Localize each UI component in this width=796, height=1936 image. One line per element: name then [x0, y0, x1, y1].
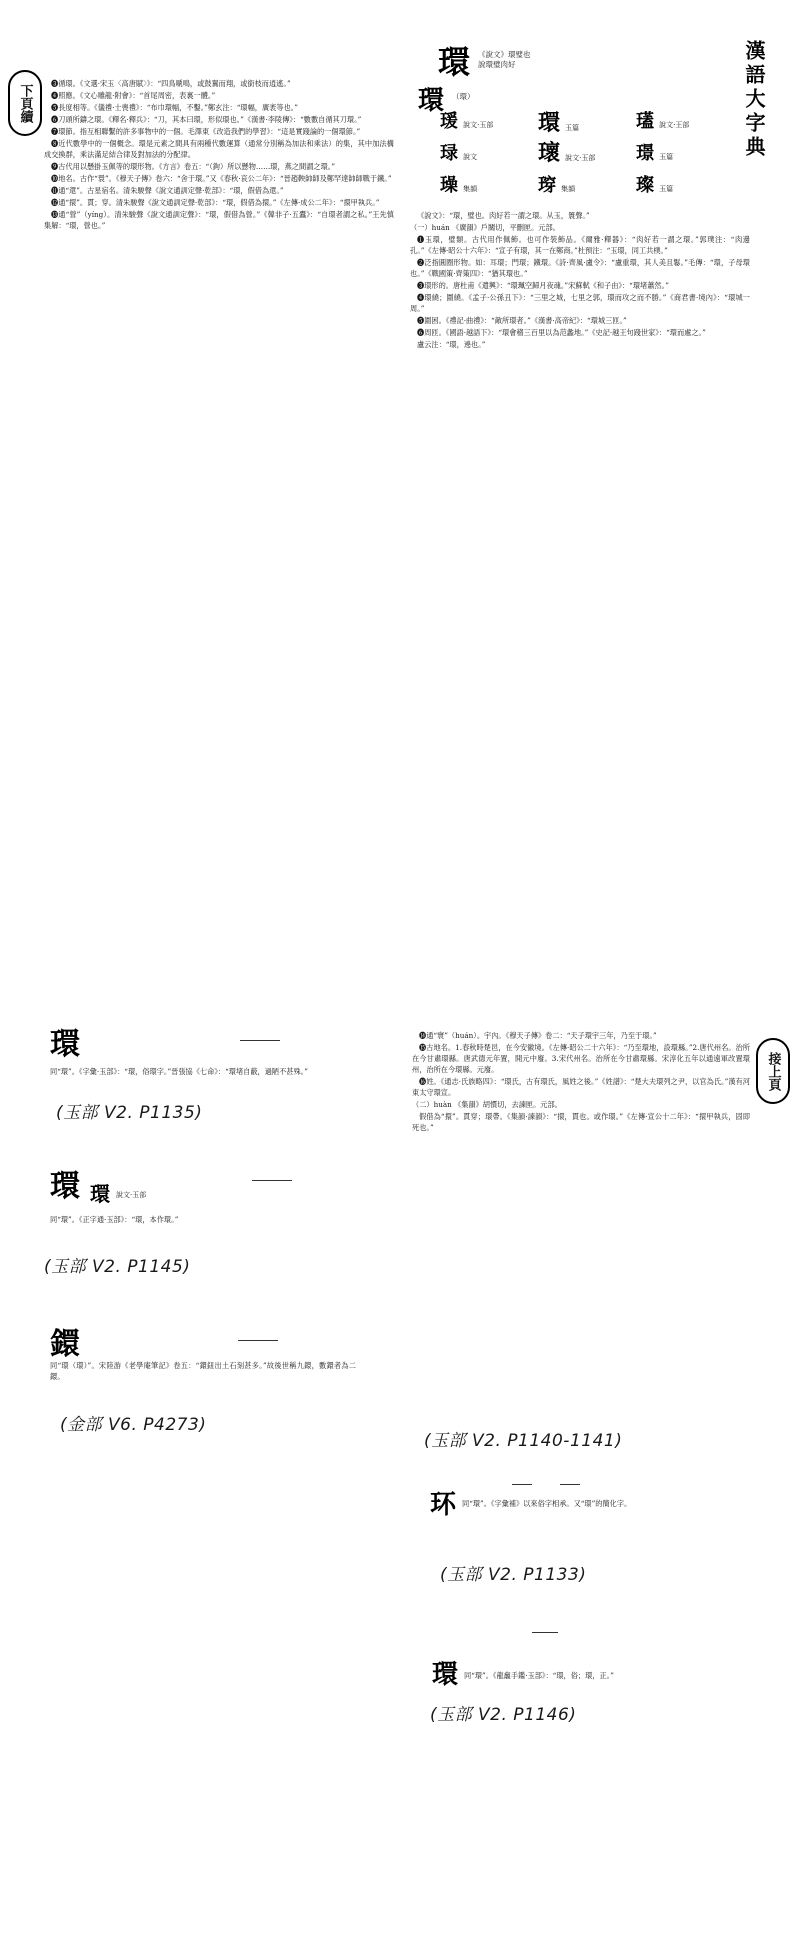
entry-headword: 環	[432, 1660, 459, 1690]
divider	[252, 1180, 292, 1181]
sense-paragraph: ⓭通“營”（yíng）。清朱駿聲《說文通訓定聲》：“環，假借為營。”《韓非子·五蠹》：“自環者謂之私。”王先慎集解：“環，營也。”	[44, 210, 394, 230]
sense-paragraph: ⓬通“擐”。貫；穿。清朱駿聲《說文通訓定聲·乾部》：“環，假借為擐。”《左傳·成公二年》：“擐甲執兵。”	[51, 198, 380, 207]
variant-form: 璨 玉篇	[636, 175, 674, 196]
sense-paragraph: ❹環繞；圍繞。《孟子·公孫丑下》：“三里之城，七里之郭，環而攻之而不勝。”《商君書·境內》：“環城一周。”	[410, 293, 750, 313]
variant-form: 琭 說文	[440, 143, 478, 164]
variant-form: 環 玉篇	[538, 110, 580, 136]
sense-paragraph: 假借為“擐”。貫穿；環帶。《集韻·諫韻》：“擐，貫也。或作環。”《左傳·宣公十二年》：“擐甲執兵，固即死也。”	[412, 1112, 750, 1132]
handwritten-citation: (玉部 V2. P1135)	[56, 1103, 203, 1123]
sense-paragraph: ❾古代用以懸掛玉佩等的環形物。《方言》卷五：“（鉤）所以懸物……環，燕之間謂之環。”	[51, 162, 336, 171]
entry-headword: 環	[50, 1169, 80, 1204]
sense-paragraph: ❹照應。《文心雕龍·附會》：“首尾周密，表裏一體。”	[51, 91, 216, 100]
sense-paragraph: ⓮通“寰”（huán）。宇內。《穆天子傳》卷二：“天子環宇三年，乃至于環。”	[419, 1031, 657, 1040]
entry-definition: 同“環”。《字彙補》以來俗字相承。又“環”的簡化字。	[462, 1499, 632, 1508]
handwritten-citation: (玉部 V2. P1146)	[430, 1705, 577, 1725]
sense-paragraph: ❶玉環，璧類。古代用作佩飾。也可作裝飾品。《爾雅·釋器》：“肉好若一謂之環。”郭璞注：“肉邊孔。”《左傳·昭公十六年》：“宣子有環，其一在鄭商。”杜預注：“玉環，同工共樸。”	[410, 235, 750, 255]
sense-paragraph: ❽近代數學中的一個概念。環是元素之間具有兩種代數運算（通常分別稱為加法和乘法）的集，其中加法構成交換群，乘法滿足結合律及對加法的分配律。	[44, 139, 394, 159]
divider	[532, 1632, 558, 1633]
sense-paragraph: ❺圍困。《禮記·曲禮》：“敵所環者。”《漢書·高帝紀》：“環城三匝。”	[417, 316, 627, 325]
handwritten-citation: (玉部 V2. P1145)	[44, 1257, 191, 1277]
entry-definition: 同“環”。《字彙·玉部》：“環，俗環字。”晉張協《七命》：“環堵自蔽，過陋不甚殊。”	[50, 1067, 308, 1076]
variant-header-label: （環）	[452, 92, 475, 101]
variant-form: 璟 玉篇	[636, 143, 674, 164]
sense-paragraph: ❻刀頭所鑄之環。《釋名·釋兵》：“刀，其本曰環，形似環也。”《漢書·李陵傳》：“數數自循其刀環。”	[51, 115, 362, 124]
sense-paragraph: ⓯古地名。1.春秋時楚邑，在今安徽境。《左傳·昭公二十六年》：“乃至環地，設環縣。”2.唐代州名。治所在今甘肅環縣。唐武德元年置，開元中廢。3.宋代州名。治所在今甘肅環縣。宋淳化五年以通遠軍改置環州，治所在今環縣。元廢。	[412, 1043, 750, 1074]
variant-form: 瑗 說文·玉部	[440, 111, 494, 132]
divider	[240, 1040, 280, 1041]
top-right-definition-column	[410, 210, 750, 708]
sense-paragraph: ❸環形的。唐杜甫《遣興》：“環珮空歸月夜魂。”宋蘇軾《和子由》：“環堵蕭然。”	[417, 281, 669, 290]
variant-forms-grid	[440, 112, 730, 204]
headword-huan: 環	[438, 43, 471, 81]
entry-variant-char: 環	[90, 1182, 110, 1206]
entry-definition: 同“環”。《正字通·玉部》：“環，本作環。”	[50, 1215, 179, 1224]
margin-stamp-continued-from-previous: 接上頁	[756, 1038, 790, 1104]
handwritten-citation: (金部 V6. P4273)	[60, 1415, 207, 1435]
variant-form: 瓌 說文·玉部	[538, 140, 596, 166]
bottom-right-definition-column	[412, 1030, 750, 1390]
entry-headword: 环	[430, 1490, 457, 1520]
footer-note: 盧云注：“環，遶也。”	[417, 340, 486, 349]
entry-headword: 環	[50, 1027, 80, 1062]
sense-paragraph: ⓰姓。《通志·氏族略四》：“環氏，古有環氏，風姓之後。”《姓譜》：“楚大夫環列之尹，以官為氏。”漢有河東太守環宣。	[412, 1077, 750, 1097]
entry-definition: 同“環”。《龍龕手鑑·玉部》：“環，俗；環，正。”	[464, 1671, 614, 1680]
variant-header-char: 環	[418, 86, 445, 116]
pronunciation-two: （二）huàn 《集韻》胡慣切，去諫匣。元部。	[412, 1100, 562, 1109]
divider	[560, 1484, 580, 1485]
sense-paragraph: ❺長度相等。《儀禮·士喪禮》：“布巾環幅，不鑿。”鄭玄注：“環幅，廣袤等也。”	[51, 103, 298, 112]
handwritten-citation: (玉部 V2. P1133)	[440, 1565, 587, 1585]
variant-form: 瑏 集韻	[538, 175, 576, 196]
sense-paragraph: ❷泛指圓圈形物。如：耳環；門環；鐵環。《詩·齊風·盧令》：“盧重環，其人美且鬈。”毛傳：“環，子母環也。”《戰國策·齊策四》：“猶其環也。”	[410, 258, 750, 278]
sense-paragraph: ❼環節。指互相聯繫的許多事物中的一個。毛澤東《改造我們的學習》：“這是實踐論的一個環節。”	[51, 127, 361, 136]
sense-paragraph: ⓫通“還”。古星宿名。清朱駿聲《說文通訓定聲·乾部》：“環，假借為還。”	[51, 186, 284, 195]
entry-definition: 同“環（環）”。宋陸游《老學庵筆記》卷五：“鐶鈕出土石刻甚多。”故後世稱九鐶，數鐶者為二鐶。	[50, 1361, 356, 1381]
variant-form: 璪 集韻	[440, 175, 478, 196]
sense-paragraph: ❻周匝。《國語·越語下》：“環會稽三百里以為范蠡地。”《史記·越王句踐世家》：“環而處之。”	[417, 328, 706, 337]
entry-headword: 鐶	[50, 1327, 80, 1362]
dictionary-title: 漢語大字典	[742, 40, 766, 160]
margin-stamp-continued-next-page: 下頁續	[8, 70, 42, 136]
sense-paragraph: ❿地名。古作“睘”。《穆天子傳》卷六：“舍于環。”又《春秋·哀公二年》：“晉趙鞅帥師及鄭罕達帥師戰于鐵。”	[51, 174, 392, 183]
pronunciation-one: （一）huán 《廣韻》戶關切，平刪匣。元部。	[410, 223, 560, 232]
etymology: 《說文》：“環，璧也。肉好若一謂之環。从玉，瞏聲。”	[417, 211, 590, 220]
divider	[512, 1484, 532, 1485]
headword-note: 《說文》環璧也 說環璧肉好	[478, 50, 531, 69]
entry-variant-label: 說文·玉部	[116, 1191, 147, 1199]
top-left-definition-column	[44, 78, 394, 700]
divider	[238, 1340, 278, 1341]
variant-form: 瓂 說文·王部	[636, 111, 690, 132]
sense-paragraph: ❸循環。《文選·宋玉〈高唐賦〉》：“四鳥嗁鳴，或鼓翼而翔，或銜枝而逍遙。”	[51, 79, 291, 88]
handwritten-citation: (玉部 V2. P1140-1141)	[424, 1431, 623, 1451]
